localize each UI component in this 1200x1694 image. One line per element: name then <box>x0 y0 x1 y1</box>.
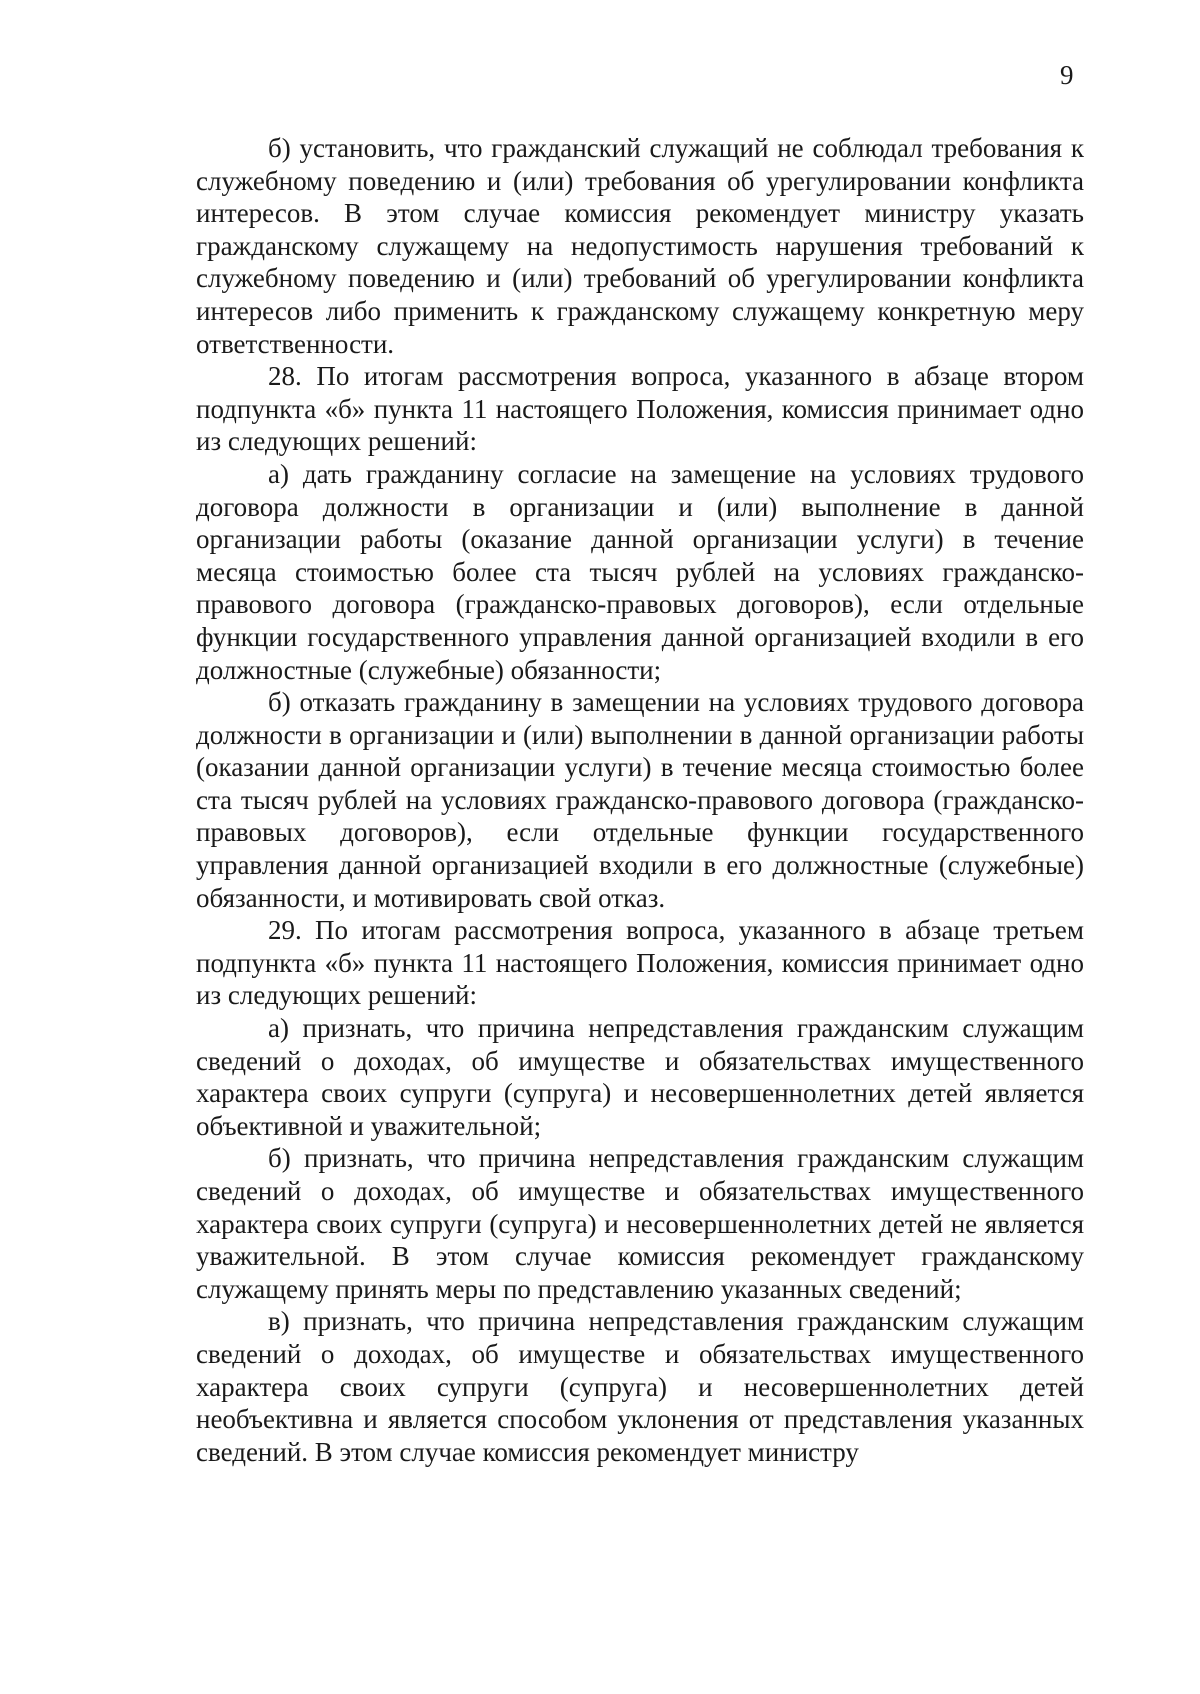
page-number: 9 <box>1060 60 1074 90</box>
paragraph-29a: а) признать, что причина непредставления гражданским служащим сведений о доходах, об имуществе и обязательствах имущественного характера своих супруги (супруга) и несовершеннолетних детей является объективной и уважительной; <box>196 1013 1084 1141</box>
paragraph-27b: б) установить, что гражданский служащий не соблюдал требования к служебному поведению и (или) требования об урегулировании конфликта интересов. В этом случае комиссия рекомендует министру указать гражданскому служащему на недопустимость нарушения требований к служебному поведению и (или) требований об урегулировании конфликта интересов либо применить к гражданскому служащему конкретную меру ответственности. <box>196 133 1084 359</box>
document-body <box>196 132 1084 1468</box>
paragraph-29b: б) признать, что причина непредставления гражданским служащим сведений о доходах, об имуществе и обязательствах имущественного характера своих супруги (супруга) и несовершеннолетних детей не является уважительной. В этом случае комиссия рекомендует гражданскому служащему принять меры по представлению указанных сведений; <box>196 1143 1084 1304</box>
paragraph-29v: в) признать, что причина непредставления гражданским служащим сведений о доходах, об имуществе и обязательствах имущественного характера своих супруги (супруга) и несовершеннолетних детей необъективна и является способом уклонения от представления указанных сведений. В этом случае комиссия рекомендует министру <box>196 1306 1084 1467</box>
paragraph-29: 29. По итогам рассмотрения вопроса, указанного в абзаце третьем подпункта «б» пункта 11 настоящего Положения, комиссия принимает одно из следующих решений: <box>196 915 1084 1011</box>
paragraph-28: 28. По итогам рассмотрения вопроса, указанного в абзаце втором подпункта «б» пункта 11 настоящего Положения, комиссия принимает одно из следующих решений: <box>196 361 1084 457</box>
paragraph-28b: б) отказать гражданину в замещении на условиях трудового договора должности в организации и (или) выполнении в данной организации работы (оказании данной организации услуги) в течение месяца стоимостью более ста тысяч рублей на условиях гражданско-правового договора (гражданско-правовых договоров), если отдельные функции государственного управления данной организацией входили в его должностные (служебные) обязанности, и мотивировать свой отказ. <box>196 687 1084 913</box>
paragraph-28a: а) дать гражданину согласие на замещение на условиях трудового договора должности в организации и (или) выполнение в данной организации работы (оказание данной организации услуги) в течение месяца стоимостью более ста тысяч рублей на условиях гражданско-правового договора (гражданско-правовых договоров), если отдельные функции государственного управления данной организацией входили в его должностные (служебные) обязанности; <box>196 458 1084 685</box>
